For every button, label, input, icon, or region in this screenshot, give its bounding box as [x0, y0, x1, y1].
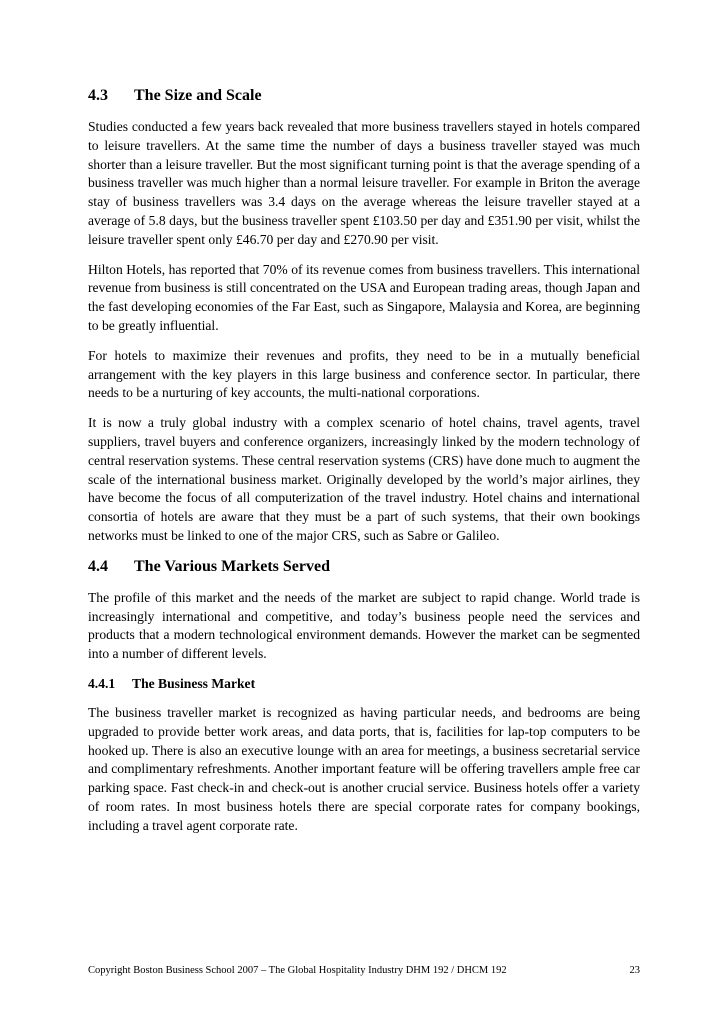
section-number: 4.3	[88, 87, 108, 104]
paragraph: It is now a truly global industry with a complex scenario of hotel chains, travel agents, travel suppliers, travel buyers and conference organizers, increasingly linked by the modern technology of central reservation systems. These central reservation systems (CRS) have done much to augment the scale of the international business market. Originally developed by the world’s major airlines, they have become the focus of all computerization of the travel industry. Hotel chains and international consortia of hotels are aware that they must be a part of such systems, that their own bookings networks must be linked to one of the major CRS, such as Sabre or Galileo.	[88, 415, 640, 543]
section-title: The Size and Scale	[134, 87, 262, 104]
page-number: 23	[629, 965, 640, 976]
paragraph: For hotels to maximize their revenues and profits, they need to be in a mutually beneficial arrangement with the key players in this large business and conference sector. In particular, there needs to be a nurturing of key accounts, the multi-national corporations.	[88, 347, 640, 401]
paragraph: Studies conducted a few years back revealed that more business travellers stayed in hotels compared to leisure travellers. At the same time the number of days a business traveller stayed was much shorter than a leisure traveller. But the most significant turning point is that the average spending of a business traveller was much higher than a normal leisure traveller. For example in Briton the average stay of business travellers was 3.4 days on the average whereas the leisure traveller stayed at a average of 5.8 days, but the business traveller spent £103.50 per day and £351.90 per visit, whilst the leisure traveller spent only £46.70 per day and £270.90 per visit.	[88, 119, 640, 247]
paragraph: The business traveller market is recognized as having particular needs, and bedrooms are being upgraded to provide better work areas, and data ports, that is, facilities for lap-top computers to be hooked up. There is also an executive lounge with an area for meetings, a business secretarial service and complimentary refreshments. Another important feature will be offering travellers ample free car parking space. Fast check-in and check-out is another crucial service. Business hotels offer a variety of room rates. In most business hotels there are special corporate rates for company bookings, including a travel agent corporate rate.	[88, 704, 640, 833]
subsection-title: The Business Market	[132, 675, 256, 691]
section-heading-4-4	[88, 557, 640, 577]
paragraph: The profile of this market and the needs of the market are subject to rapid change. World trade is increasingly international and competitive, and today’s business people need the services and products that a modern technological environment demands. However the market can be segmented into a number of different levels.	[88, 589, 640, 662]
section-heading-4-3	[88, 86, 640, 106]
subsection-heading-4-4-1	[88, 675, 640, 693]
page-body	[88, 86, 640, 847]
section-title: The Various Markets Served	[134, 557, 330, 575]
footer-copyright: Copyright Boston Business School 2007 – The Global Hospitality Industry DHM 192 / DHCM 192	[88, 965, 507, 976]
section-number: 4.4	[88, 557, 108, 575]
paragraph: Hilton Hotels, has reported that 70% of its revenue comes from business travellers. This international revenue from business is still concentrated on the USA and European trading areas, though Japan and the fast developing economies of the Far East, such as Singapore, Malaysia and Korea, are beginning to be greatly influential.	[88, 261, 640, 333]
subsection-number: 4.4.1	[88, 675, 116, 691]
